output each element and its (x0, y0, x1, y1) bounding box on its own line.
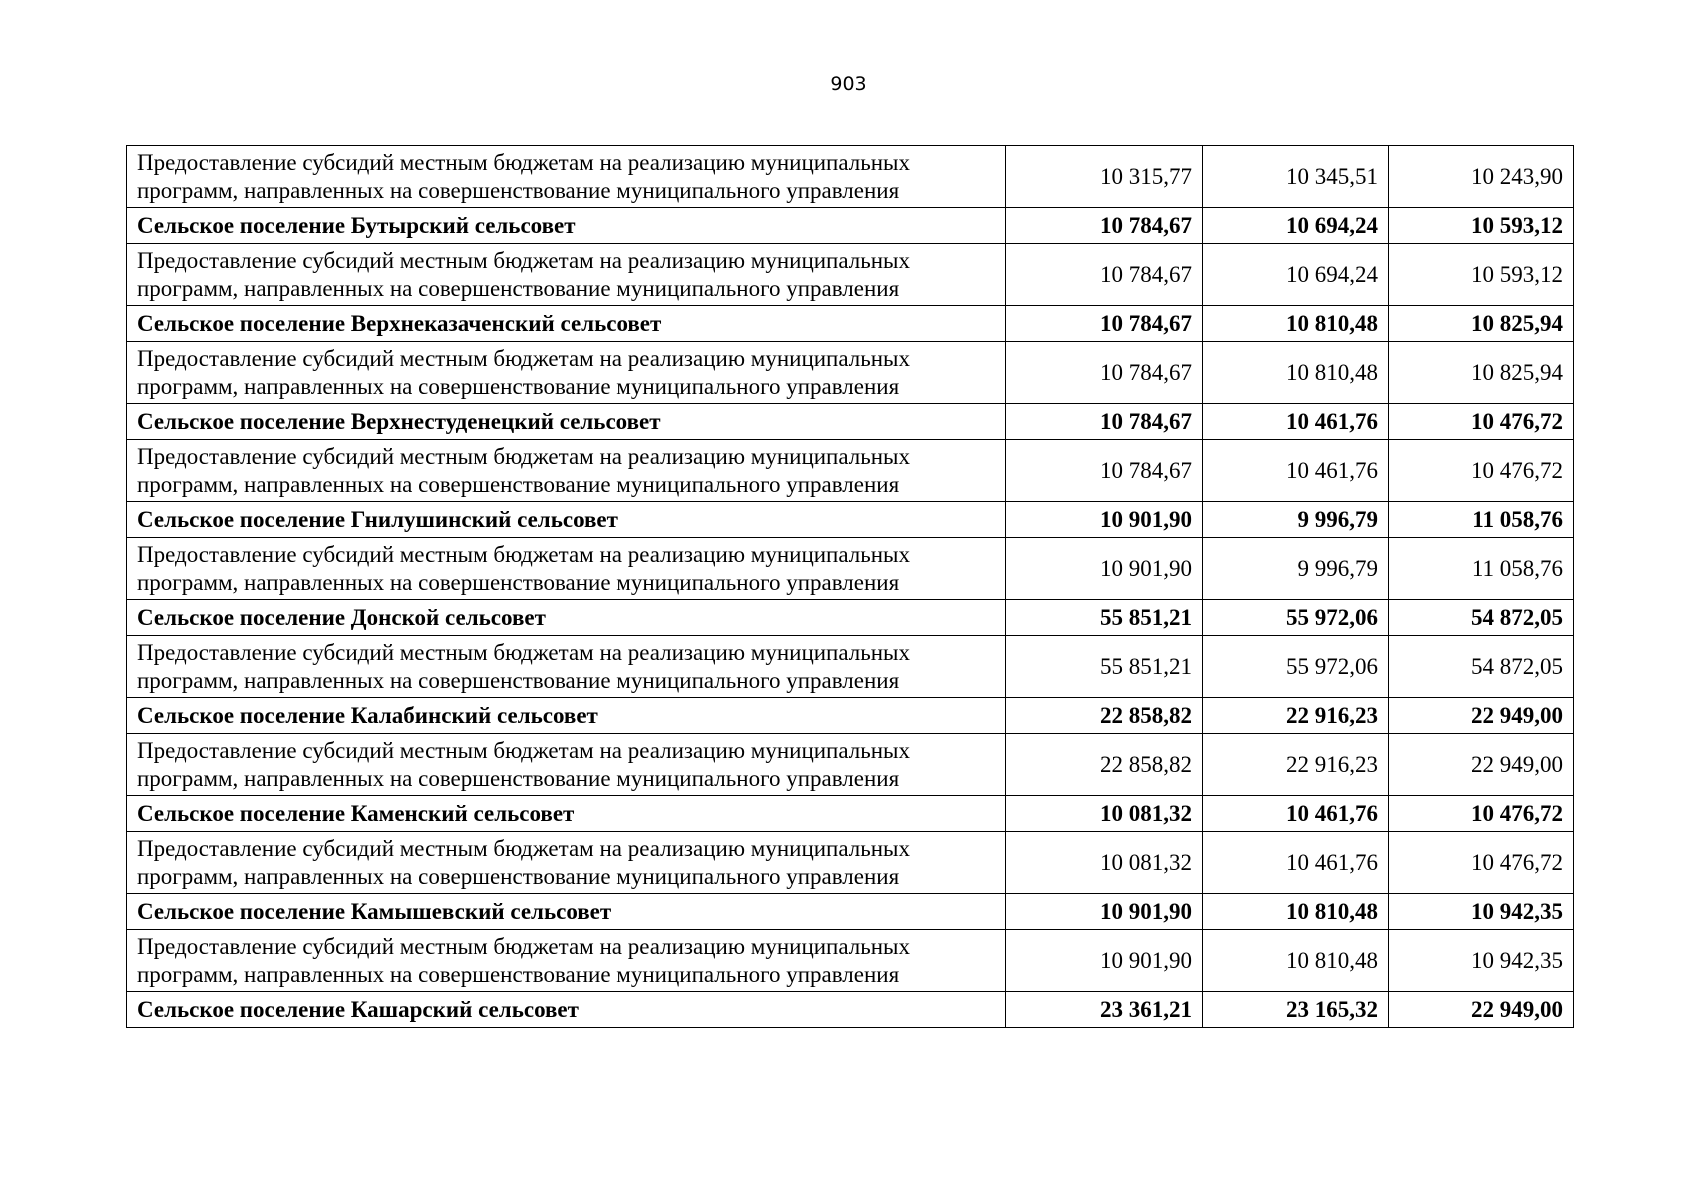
table-row-subsidy (127, 146, 1574, 208)
page-number: 903 (830, 73, 867, 95)
row-value-2: 55 972,06 (1203, 636, 1389, 698)
row-value-2: 22 916,23 (1203, 698, 1389, 734)
row-name: Предоставление субсидий местным бюджетам на реализацию муниципальных программ, направленных на совершенствование муниципального управления (127, 636, 1006, 698)
row-value-2: 10 461,76 (1203, 832, 1389, 894)
table-row-settlement (127, 894, 1574, 930)
row-value-1: 10 901,90 (1006, 894, 1203, 930)
row-value-1: 10 784,67 (1006, 244, 1203, 306)
row-value-1: 22 858,82 (1006, 734, 1203, 796)
row-name: Предоставление субсидий местным бюджетам на реализацию муниципальных программ, направленных на совершенствование муниципального управления (127, 538, 1006, 600)
row-value-1: 22 858,82 (1006, 698, 1203, 734)
row-value-1: 10 081,32 (1006, 832, 1203, 894)
row-value-2: 10 461,76 (1203, 796, 1389, 832)
table-row-subsidy (127, 440, 1574, 502)
row-name: Предоставление субсидий местным бюджетам на реализацию муниципальных программ, направленных на совершенствование муниципального управления (127, 244, 1006, 306)
row-name: Сельское поселение Верхнестуденецкий сельсовет (127, 404, 1006, 440)
table-row-subsidy (127, 930, 1574, 992)
row-value-3: 10 476,72 (1389, 832, 1574, 894)
row-value-3: 22 949,00 (1389, 734, 1574, 796)
row-value-2: 10 810,48 (1203, 894, 1389, 930)
row-value-3: 10 942,35 (1389, 894, 1574, 930)
row-value-2: 55 972,06 (1203, 600, 1389, 636)
row-value-3: 10 825,94 (1389, 306, 1574, 342)
row-name: Сельское поселение Верхнеказаченский сельсовет (127, 306, 1006, 342)
row-name: Сельское поселение Камышевский сельсовет (127, 894, 1006, 930)
row-value-3: 10 476,72 (1389, 404, 1574, 440)
row-name: Предоставление субсидий местным бюджетам на реализацию муниципальных программ, направленных на совершенствование муниципального управления (127, 342, 1006, 404)
row-value-2: 10 810,48 (1203, 930, 1389, 992)
table-row-subsidy (127, 538, 1574, 600)
row-value-1: 10 784,67 (1006, 306, 1203, 342)
table-row-subsidy (127, 636, 1574, 698)
table-row-subsidy (127, 734, 1574, 796)
row-value-1: 10 315,77 (1006, 146, 1203, 208)
table-row-settlement (127, 992, 1574, 1028)
row-value-1: 10 901,90 (1006, 502, 1203, 538)
row-value-3: 10 593,12 (1389, 208, 1574, 244)
row-name: Сельское поселение Донской сельсовет (127, 600, 1006, 636)
row-name: Предоставление субсидий местным бюджетам на реализацию муниципальных программ, направленных на совершенствование муниципального управления (127, 440, 1006, 502)
row-value-3: 11 058,76 (1389, 538, 1574, 600)
row-value-2: 9 996,79 (1203, 502, 1389, 538)
row-value-3: 10 593,12 (1389, 244, 1574, 306)
row-name: Предоставление субсидий местным бюджетам на реализацию муниципальных программ, направленных на совершенствование муниципального управления (127, 734, 1006, 796)
row-value-2: 10 810,48 (1203, 306, 1389, 342)
row-value-1: 10 901,90 (1006, 930, 1203, 992)
row-value-3: 10 825,94 (1389, 342, 1574, 404)
row-value-3: 11 058,76 (1389, 502, 1574, 538)
row-value-2: 10 461,76 (1203, 404, 1389, 440)
budget-table (126, 145, 1574, 1028)
row-value-1: 10 901,90 (1006, 538, 1203, 600)
row-value-2: 10 694,24 (1203, 244, 1389, 306)
budget-table-body (127, 146, 1574, 1028)
row-value-3: 22 949,00 (1389, 698, 1574, 734)
row-value-2: 23 165,32 (1203, 992, 1389, 1028)
table-row-settlement (127, 698, 1574, 734)
table-row-subsidy (127, 832, 1574, 894)
row-value-2: 9 996,79 (1203, 538, 1389, 600)
row-name: Предоставление субсидий местным бюджетам на реализацию муниципальных программ, направленных на совершенствование муниципального управления (127, 146, 1006, 208)
table-row-settlement (127, 208, 1574, 244)
row-value-2: 10 461,76 (1203, 440, 1389, 502)
row-value-2: 10 345,51 (1203, 146, 1389, 208)
row-name: Сельское поселение Гнилушинский сельсовет (127, 502, 1006, 538)
row-value-2: 10 694,24 (1203, 208, 1389, 244)
row-name: Сельское поселение Кашарский сельсовет (127, 992, 1006, 1028)
row-value-3: 10 942,35 (1389, 930, 1574, 992)
row-value-1: 55 851,21 (1006, 600, 1203, 636)
row-value-3: 54 872,05 (1389, 600, 1574, 636)
row-value-2: 10 810,48 (1203, 342, 1389, 404)
table-row-settlement (127, 404, 1574, 440)
row-value-1: 10 784,67 (1006, 440, 1203, 502)
table-row-subsidy (127, 244, 1574, 306)
row-value-3: 54 872,05 (1389, 636, 1574, 698)
row-value-3: 10 476,72 (1389, 796, 1574, 832)
row-value-1: 10 784,67 (1006, 342, 1203, 404)
row-value-2: 22 916,23 (1203, 734, 1389, 796)
row-value-1: 10 784,67 (1006, 208, 1203, 244)
row-value-1: 55 851,21 (1006, 636, 1203, 698)
row-value-3: 10 476,72 (1389, 440, 1574, 502)
row-name: Сельское поселение Бутырский сельсовет (127, 208, 1006, 244)
row-value-1: 23 361,21 (1006, 992, 1203, 1028)
table-row-settlement (127, 600, 1574, 636)
row-value-3: 22 949,00 (1389, 992, 1574, 1028)
row-name: Сельское поселение Калабинский сельсовет (127, 698, 1006, 734)
table-row-settlement (127, 796, 1574, 832)
row-value-1: 10 081,32 (1006, 796, 1203, 832)
row-name: Предоставление субсидий местным бюджетам на реализацию муниципальных программ, направленных на совершенствование муниципального управления (127, 930, 1006, 992)
table-row-subsidy (127, 342, 1574, 404)
row-value-1: 10 784,67 (1006, 404, 1203, 440)
row-name: Предоставление субсидий местным бюджетам на реализацию муниципальных программ, направленных на совершенствование муниципального управления (127, 832, 1006, 894)
row-name: Сельское поселение Каменский сельсовет (127, 796, 1006, 832)
table-row-settlement (127, 306, 1574, 342)
table-row-settlement (127, 502, 1574, 538)
row-value-3: 10 243,90 (1389, 146, 1574, 208)
